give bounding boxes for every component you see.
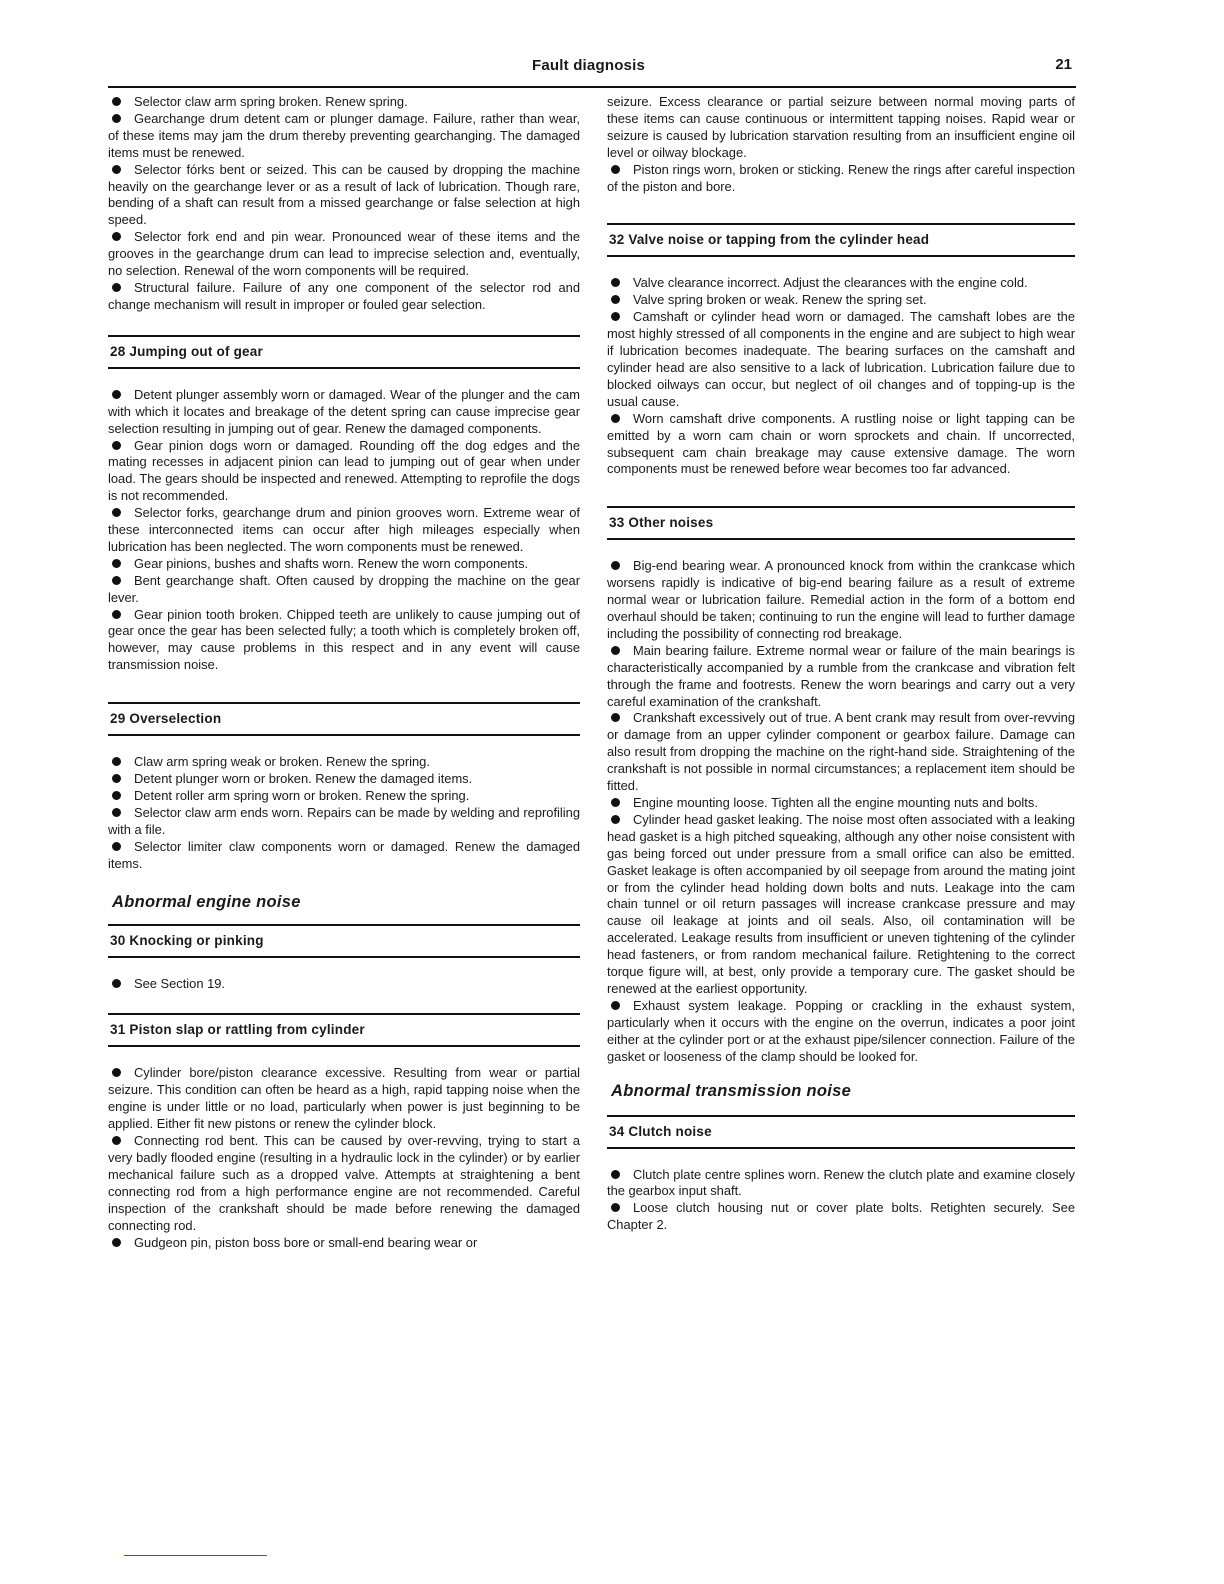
list-item: Gear pinions, bushes and shafts worn. Renew the worn components.: [108, 556, 580, 573]
list-item: Selector limiter claw components worn or damaged. Renew the damaged items.: [108, 838, 580, 871]
list-item: Valve spring broken or weak. Renew the spring set.: [607, 292, 1075, 309]
bullet-icon: [112, 842, 121, 851]
page-title: Fault diagnosis: [532, 57, 646, 74]
bullet-icon: [611, 815, 620, 824]
bullet-icon: [611, 1001, 620, 1010]
list-item: Gear pinion tooth broken. Chipped teeth are unlikely to cause jumping out of gear once the gear has been selected fully; a tooth which is completely broken off, however, may cause problems in this respect and in any event will cause transmission noise.: [108, 606, 580, 673]
section-heading-33: 33 Other noises: [607, 506, 1075, 540]
list-item: Piston rings worn, broken or sticking. Renew the rings after careful inspection of the piston and bore.: [607, 161, 1075, 194]
list-item: Detent roller arm spring worn or broken. Renew the spring.: [108, 788, 580, 805]
bullet-icon: [112, 559, 121, 568]
bullet-icon: [112, 979, 121, 988]
left-column: [108, 94, 580, 1251]
section-heading-31: 31 Piston slap or rattling from cylinder: [108, 1013, 580, 1047]
page-number: 21: [1055, 56, 1072, 73]
bullet-icon: [611, 561, 620, 570]
section-heading-29: 29 Overselection: [108, 702, 580, 736]
bullet-icon: [112, 97, 121, 106]
list-item: Selector claw arm ends worn. Repairs can be made by welding and reprofiling with a file.: [108, 804, 580, 837]
list-item: Engine mounting loose. Tighten all the engine mounting nuts and bolts.: [607, 795, 1075, 812]
right-column: [607, 94, 1075, 1234]
bullet-icon: [611, 278, 620, 287]
section-heading-28: 28 Jumping out of gear: [108, 335, 580, 369]
bullet-icon: [112, 283, 121, 292]
list-item: Connecting rod bent. This can be caused by over-revving, trying to start a very badly flooded engine (resulting in a hydraulic lock in the cylinder) or by earlier mechanical failure such as a dropped valve. Attempts at straightening a bent connecting rod from a high performance engine are not recommended. Careful inspection of the crankshaft should be made before renewing the damaged connecting rod.: [108, 1133, 580, 1233]
list-item: Claw arm spring weak or broken. Renew the spring.: [108, 754, 580, 771]
bullet-icon: [112, 1238, 121, 1247]
list-item: Worn camshaft drive components. A rustling noise or light tapping can be emitted by a worn cam chain or worn sprockets and chain. If uncorrected, subsequent cam chain breakage may cause extensive damage. The worn components must be renewed before wear becomes too far advanced.: [607, 410, 1075, 477]
list-item: Selector fórks bent or seized. This can be caused by dropping the machine heavily on the gearchange lever or as a result of lack of lubrication. Though rare, bending of a shaft can result from a missed gearchange or false selection at high speed.: [108, 161, 580, 228]
bullet-icon: [112, 774, 121, 783]
bullet-icon: [112, 808, 121, 817]
bullet-icon: [611, 646, 620, 655]
bullet-icon: [112, 1068, 121, 1077]
list-item: Camshaft or cylinder head worn or damaged. The camshaft lobes are the most highly stressed of all components in the engine and are subject to high wear if lubrication becomes inadequate. The bearing surfaces on the camshaft and cylinder head are also sensitive to a lack of lubrication. Lubrication failure due to blocked oilways can occur, but neglect of oil changes and of topping-up is the usual cause.: [607, 309, 1075, 409]
bullet-icon: [611, 414, 620, 423]
bullet-icon: [112, 757, 121, 766]
list-item: See Section 19.: [108, 976, 580, 993]
bullet-icon: [112, 232, 121, 241]
bullet-icon: [112, 441, 121, 450]
list-item: Bent gearchange shaft. Often caused by dropping the machine on the gear lever.: [108, 572, 580, 605]
bullet-icon: [112, 114, 121, 123]
footer-rule: [124, 1555, 267, 1556]
bullet-icon: [112, 390, 121, 399]
page-header: [108, 54, 1076, 88]
bullet-icon: [611, 1170, 620, 1179]
list-item: Clutch plate centre splines worn. Renew the clutch plate and examine closely the gearbox input shaft.: [607, 1166, 1075, 1199]
section-heading-34: 34 Clutch noise: [607, 1115, 1075, 1149]
list-item: Gear pinion dogs worn or damaged. Rounding off the dog edges and the mating recesses in adjacent pinion can lead to jumping out of gear when under load. The gears should be inspected and renewed. Attempting to reprofile the dogs is not recommended.: [108, 437, 580, 504]
list-item: Cylinder bore/piston clearance excessive. Resulting from wear or partial seizure. This condition can often be heard as a high, rapid tapping noise when the engine is under little or no load, particularly when power is just beginning to be applied. Either fit new pistons or renew the cylinder block.: [108, 1065, 580, 1132]
bullet-icon: [112, 576, 121, 585]
section-heading-32: 32 Valve noise or tapping from the cylinder head: [607, 223, 1075, 257]
major-heading-engine-noise: Abnormal engine noise: [112, 892, 301, 911]
list-item: Detent plunger assembly worn or damaged. Wear of the plunger and the cam with which it locates and breakage of the detent spring can cause imprecise gear selection resulting in jumping out of gear. Renew the damaged components.: [108, 386, 580, 436]
list-item: Cylinder head gasket leaking. The noise most often associated with a leaking head gasket is a high pitched squeaking, although any other noise consistent with gas being forced out under pressure from a small orifice can also be emitted. Gasket leakage is often accompanied by oil seepage from around the mating joint or from the cylinder head holding down bolts and nuts. Leakage into the cam chain tunnel or oil return passages will increase crankcase pressure and may cause oil leakage at joints and oil seals. Also, oil contamination will be accelerated. Leakage results from insufficient or uneven tightening of the cylinder head fasteners, or from random mechanical failure. Retightening to the correct torque figure will, at best, only provide a temporary cure. The gasket should be renewed at the earliest opportunity.: [607, 811, 1075, 996]
list-item: Crankshaft excessively out of true. A bent crank may result from over-revving or damage from an upper cylinder component or gearbox failure. Damage can also result from dropping the machine on the right-hand side. Straightening of the crankshaft is not possible in normal circumstances; a replacement item should be fitted.: [607, 710, 1075, 794]
list-item: Detent plunger worn or broken. Renew the damaged items.: [108, 771, 580, 788]
bullet-icon: [112, 1136, 121, 1145]
bullet-icon: [611, 312, 620, 321]
continued-paragraph: seizure. Excess clearance or partial seizure between normal moving parts of these items can cause continuous or intermittent tapping noises. Rapid wear or seizure is caused by lubrication starvation resulting from an insufficient engine oil level or oilway blockage.: [607, 94, 1075, 160]
list-item: Gudgeon pin, piston boss bore or small-end bearing wear or: [108, 1235, 580, 1252]
list-item: Valve clearance incorrect. Adjust the clearances with the engine cold.: [607, 275, 1075, 292]
list-item: Selector fork end and pin wear. Pronounced wear of these items and the grooves in the gearchange drum can lead to imprecise selection and, eventually, no selection. Renewal of the worn components will be required.: [108, 229, 580, 279]
major-heading-transmission-noise: Abnormal transmission noise: [611, 1081, 852, 1100]
list-item: Main bearing failure. Extreme normal wear or failure of the main bearings is characteristically accompanied by a rumble from the crankcase and vibration felt through the frame and footrests. Renew the worn bearings and carry out a very careful examination of the crankshaft.: [607, 642, 1075, 709]
bullet-icon: [611, 165, 620, 174]
section-heading-30: 30 Knocking or pinking: [108, 924, 580, 958]
list-item: Structural failure. Failure of any one component of the selector rod and change mechanism will result in improper or fouled gear selection.: [108, 279, 580, 312]
bullet-icon: [611, 713, 620, 722]
bullet-icon: [611, 798, 620, 807]
bullet-icon: [611, 1203, 620, 1212]
list-item: Selector claw arm spring broken. Renew spring.: [108, 94, 580, 111]
list-item: Exhaust system leakage. Popping or crackling in the exhaust system, particularly when it occurs with the engine on the overrun, indicates a poor joint either at the cylinder port or at the exhaust pipe/silencer connection. Failure of the gasket or looseness of the clamp should be looked for.: [607, 997, 1075, 1064]
list-item: Loose clutch housing nut or cover plate bolts. Retighten securely. See Chapter 2.: [607, 1200, 1075, 1233]
bullet-icon: [112, 508, 121, 517]
bullet-icon: [611, 295, 620, 304]
bullet-icon: [112, 610, 121, 619]
bullet-icon: [112, 791, 121, 800]
list-item: Big-end bearing wear. A pronounced knock from within the crankcase which worsens rapidly is indicative of big-end bearing failure as a result of extreme normal wear or lubrication failure. Remedial action in the form of a bottom end overhaul should be taken; continuing to run the engine will lead to further damage including the possibility of connecting rod breakage.: [607, 558, 1075, 641]
list-item: Selector forks, gearchange drum and pinion grooves worn. Extreme wear of these interconnected items can occur after high mileages especially when lubrication has been neglected. The worn components must be renewed.: [108, 505, 580, 554]
list-item: Gearchange drum detent cam or plunger damage. Failure, rather than wear, of these items may jam the drum thereby preventing gearchanging. The damaged items must be renewed.: [108, 110, 580, 160]
bullet-icon: [112, 165, 121, 174]
